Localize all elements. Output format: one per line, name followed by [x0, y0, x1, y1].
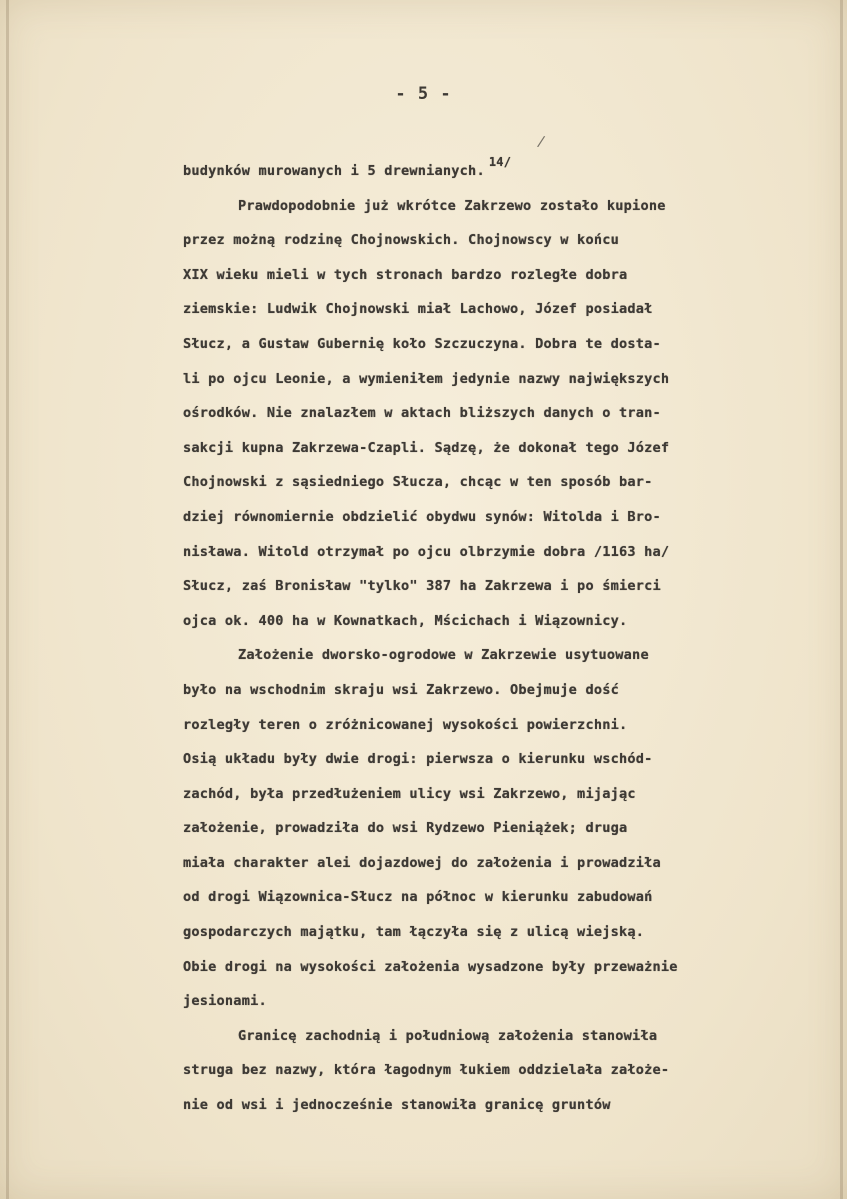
text-line: Obie drogi na wysokości założenia wysadzone były przeważnie	[183, 958, 678, 975]
text-line: dziej równomiernie obdzielić obydwu synów: Witolda i Bro-	[183, 508, 661, 525]
pencil-mark: /	[535, 133, 547, 151]
text-line: Prawdopodobnie już wkrótce Zakrzewo zostało kupione	[238, 197, 666, 214]
text-line: Osią układu były dwie drogi: pierwsza o kierunku wschód-	[183, 751, 653, 768]
text-line: struga bez nazwy, która łagodnym łukiem oddzielała założe-	[183, 1062, 670, 1079]
text-line: Założenie dworsko-ogrodowe w Zakrzewie usytuowane	[238, 647, 649, 664]
text-line: zachód, była przedłużeniem ulicy wsi Zakrzewo, mijając	[183, 785, 636, 802]
text-line: jesionami.	[183, 993, 267, 1010]
text-line: Słucz, a Gustaw Gubernię koło Szczuczyna. Dobra te dosta-	[183, 335, 661, 352]
text-line: założenie, prowadziła do wsi Rydzewo Pieniążek; druga	[183, 820, 628, 837]
text-line: było na wschodnim skraju wsi Zakrzewo. Obejmuje dość	[183, 681, 619, 698]
text-line: rozległy teren o zróżnicowanej wysokości powierzchni.	[183, 716, 628, 733]
text-line: nisława. Witold otrzymał po ojcu olbrzymie dobra /1163 ha/	[183, 543, 670, 560]
text-line: sakcji kupna Zakrzewa-Czapli. Sądzę, że dokonał tego Józef	[183, 439, 670, 456]
text-line: budynków murowanych i 5 drewnianych.14/	[183, 155, 512, 179]
page-edge-right	[840, 0, 843, 1199]
text-line: Słucz, zaś Bronisław "tylko" 387 ha Zakrzewa i po śmierci	[183, 578, 661, 595]
text-line: Granicę zachodnią i południową założenia stanowiła	[238, 1027, 658, 1044]
footnote-reference: 14/	[488, 155, 512, 169]
page-edge-left	[6, 0, 9, 1199]
text-line: ziemskie: Ludwik Chojnowski miał Lachowo, Józef posiadał	[183, 301, 653, 318]
text-line: ośrodków. Nie znalazłem w aktach bliższych danych o tran-	[183, 405, 661, 422]
text-line: Chojnowski z sąsiedniego Słucza, chcąc w ten sposób bar-	[183, 474, 653, 491]
text-line: XIX wieku mieli w tych stronach bardzo rozległe dobra	[183, 266, 628, 283]
text-line: li po ojcu Leonie, a wymieniłem jedynie nazwy największych	[183, 370, 670, 387]
text-line: ojca ok. 400 ha w Kownatkach, Mścichach i Wiązownicy.	[183, 612, 628, 629]
body-text	[183, 154, 813, 1123]
text-line: nie od wsi i jednocześnie stanowiła granicę gruntów	[183, 1097, 611, 1114]
text-line: miała charakter alei dojazdowej do założenia i prowadziła	[183, 854, 661, 871]
text-line: gospodarczych majątku, tam łączyła się z ulicą wiejską.	[183, 924, 645, 941]
text-line: przez możną rodzinę Chojnowskich. Chojnowscy w końcu	[183, 232, 619, 249]
text-line: od drogi Wiązownica-Słucz na północ w kierunku zabudowań	[183, 889, 653, 906]
page-number: - 5 -	[395, 84, 452, 104]
